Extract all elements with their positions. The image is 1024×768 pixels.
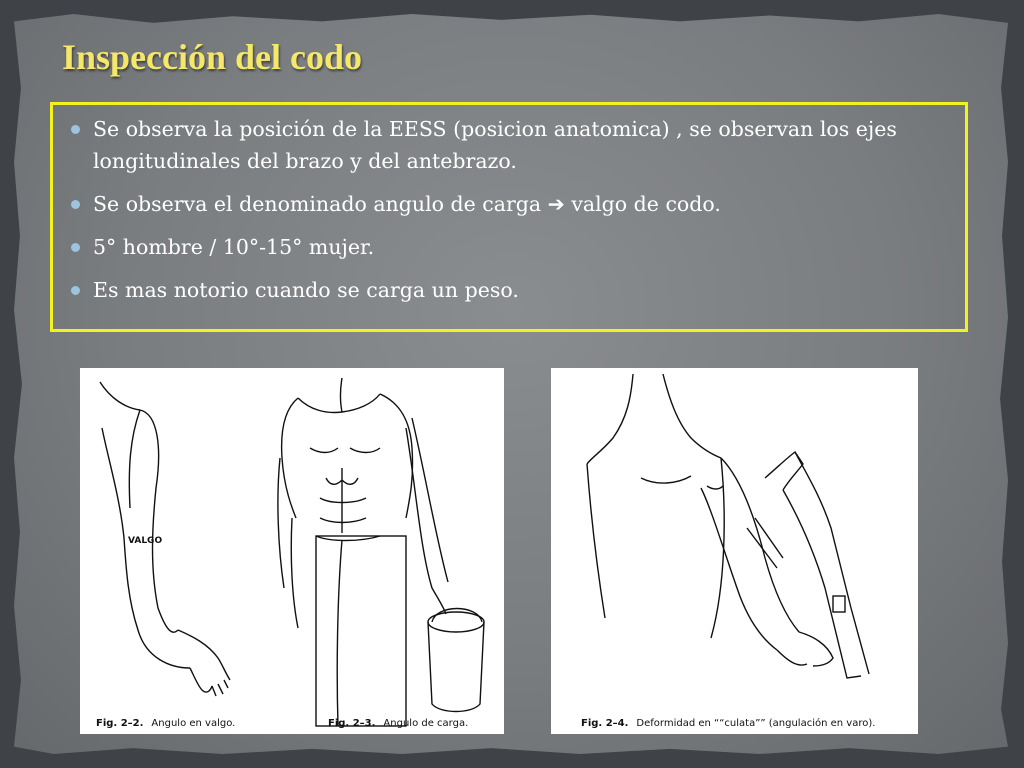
- caption-fig-2-2: [96, 718, 235, 729]
- caption-number: Fig. 2–2.: [96, 718, 144, 729]
- bullet-text: Se observa la posición de la EESS (posicion anatomica) , se observan los ejes longitudinales del brazo y del antebrazo.: [93, 117, 897, 173]
- bullet-list: [71, 113, 955, 306]
- caption-text: Deformidad en ““culata”” (angulación en varo).: [636, 718, 876, 729]
- caption-text: Angulo de carga.: [383, 718, 469, 729]
- slide-title: Inspección del codo: [62, 37, 363, 77]
- bullet-text: Es mas notorio cuando se carga un peso.: [93, 278, 519, 302]
- bullet-item: [71, 274, 955, 306]
- bullet-item: [71, 188, 955, 220]
- bullet-dot-icon: [71, 286, 80, 295]
- caption-fig-2-4: [581, 718, 875, 729]
- bullet-item: [71, 113, 955, 177]
- caption-text: Angulo en valgo.: [151, 718, 236, 729]
- bullet-dot-icon: [71, 243, 80, 252]
- bullet-text: Se observa el denominado angulo de carga ➔ valgo de codo.: [93, 192, 721, 216]
- bullet-text: 5° hombre / 10°-15° mujer.: [93, 235, 375, 259]
- valgo-label: VALGO: [128, 536, 163, 546]
- figure-valgo-carga: [80, 368, 504, 734]
- arm-drawings-icon: [80, 368, 504, 734]
- caption-number: Fig. 2–3.: [328, 718, 376, 729]
- bullet-item: [71, 231, 955, 263]
- figure-culata: [551, 368, 918, 734]
- bullet-dot-icon: [71, 200, 80, 209]
- bullet-box: [50, 102, 968, 332]
- caption-fig-2-3: [328, 718, 468, 729]
- varus-arm-drawing-icon: [551, 368, 918, 734]
- caption-number: Fig. 2–4.: [581, 718, 629, 729]
- bullet-dot-icon: [71, 125, 80, 134]
